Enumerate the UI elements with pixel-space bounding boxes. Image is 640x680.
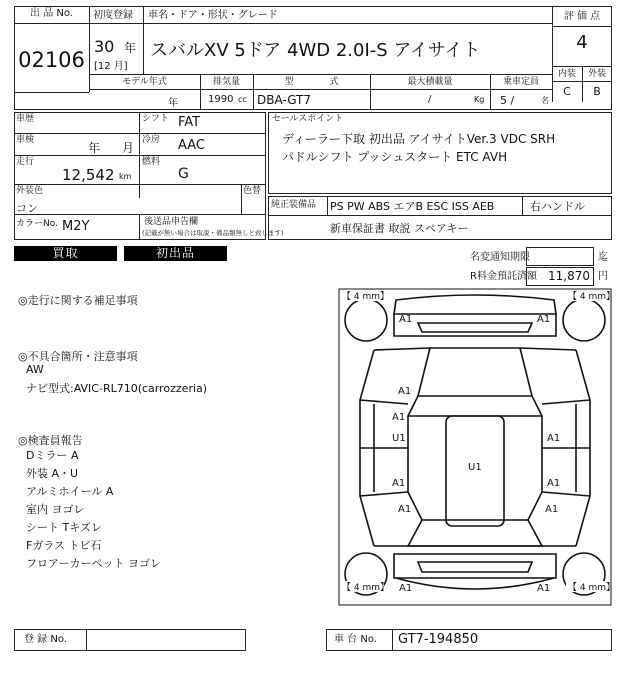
mark-rear-right: A1 <box>537 583 551 594</box>
color-no-label: カラーNo. <box>16 219 58 229</box>
chassis-label: 車 台 No. <box>334 634 377 645</box>
mark-left-fender: A1 <box>398 386 412 397</box>
inspection-year: 年 <box>88 141 101 155</box>
driving-notes-title: ◎走行に関する補足事項 <box>18 294 138 307</box>
equipment-label: 純正装備品 <box>271 200 317 210</box>
inspection-month: 月 <box>122 141 135 155</box>
history-label: 車歴 <box>16 114 35 124</box>
displacement-value: 1990 <box>208 94 234 105</box>
chassis-number: GT7-194850 <box>398 632 479 647</box>
steering-side: 右ハンドル <box>530 200 585 213</box>
aftermarket-note: (記載が無い場合は取説・備品類無しと致します) <box>142 229 284 237</box>
inspector-item: フロアーカーペット ヨゴレ <box>26 557 161 570</box>
sales-point-line-2: パドルシフト プッシュスタート ETC AVH <box>282 150 508 164</box>
mark-left-front-door-u: U1 <box>392 433 406 444</box>
reg-no-label: 登 録 No. <box>24 634 67 645</box>
capacity-unit: 名 <box>541 96 549 105</box>
first-reg-label: 初度登録 <box>93 10 133 21</box>
car-name: スバルXV 5ドア 4WD 2.0I-S アイサイト <box>150 40 481 61</box>
tire-depth-rear-right: 【 4 mm】 <box>568 583 612 593</box>
mark-left-quarter: A1 <box>398 504 412 515</box>
lot-number: 02106 <box>18 48 85 72</box>
lot-label: 出 品 No. <box>30 8 73 19</box>
fuel-label: 燃料 <box>142 157 161 167</box>
reg-year-unit: 年 <box>124 41 137 55</box>
mileage-label: 走行 <box>16 157 35 167</box>
ext-color-value: コン <box>16 202 38 215</box>
color-no-value: M2Y <box>62 219 90 234</box>
name-change-label: 名変通知期限 <box>470 252 530 263</box>
mileage-unit: km <box>119 172 132 181</box>
sales-points-label: セールスポイント <box>272 114 344 124</box>
inspector-title: ◎検査員報告 <box>18 434 83 447</box>
first-listing-tag: 初出品 <box>124 246 227 261</box>
overall-grade: 4 <box>576 32 588 53</box>
fuel-value: G <box>178 166 189 182</box>
max-load-sep: / <box>428 94 432 105</box>
mark-roof: U1 <box>468 462 482 473</box>
recycle-label: R料金預託済額 <box>470 271 537 282</box>
defect-item: AW <box>26 363 44 376</box>
mark-front-left-bumper: A1 <box>399 314 413 325</box>
interior-grade: C <box>563 85 571 98</box>
ac-label: 冷房 <box>142 135 161 145</box>
capacity-value: 5 / <box>500 94 515 107</box>
car-desc-label: 車名・ドア・形状・グレード <box>148 10 278 21</box>
car-outline <box>338 288 612 606</box>
recycle-unit: 円 <box>598 271 608 282</box>
exterior-label: 外装 <box>587 69 606 79</box>
equipment-items: PS PW ABS エアB ESC ISS AEB <box>330 200 495 213</box>
warranty-items: 新車保証書 取説 スペアキー <box>330 222 469 235</box>
inspector-item: シート Tキズレ <box>26 521 102 534</box>
ac-value: AAC <box>178 138 205 153</box>
reg-year: 30 <box>94 37 115 56</box>
buy-tag: 買取 <box>14 246 117 261</box>
color-change-label: 色替 <box>243 186 262 196</box>
sales-point-line-1: ディーラー下取 初出品 アイサイトVer.3 VDC SRH <box>282 132 556 146</box>
displacement-label: 排気量 <box>212 77 240 87</box>
mark-right-rear-door: A1 <box>547 478 561 489</box>
shift-value: FAT <box>178 115 201 130</box>
inspector-item: Dミラー A <box>26 449 79 462</box>
max-load-unit: Kg <box>474 95 485 104</box>
model-year-unit: 年 <box>168 98 178 109</box>
inspector-item: 室内 ヨゴレ <box>26 503 85 516</box>
grade-label: 評 価 点 <box>563 11 601 22</box>
capacity-label: 乗車定員 <box>502 77 539 87</box>
mark-front-right-bumper: A1 <box>537 314 551 325</box>
tire-depth-front-left: 【 4 mm】 <box>342 292 389 302</box>
mark-right-quarter: A1 <box>545 504 559 515</box>
type-label: 型 式 <box>284 77 339 87</box>
max-load-label: 最大積載量 <box>407 77 453 87</box>
recycle-value: 11,870 <box>548 269 590 283</box>
mileage-value: 12,542 <box>62 166 115 184</box>
reg-month: [12 月] <box>94 61 128 72</box>
tire-depth-front-right: 【 4 mm】 <box>568 292 612 302</box>
inspection-label: 車検 <box>16 135 35 145</box>
car-damage-diagram <box>338 288 612 606</box>
inspector-item: Fガラス トビ石 <box>26 539 102 552</box>
ext-color-label: 外装色 <box>16 186 44 196</box>
interior-label: 内装 <box>557 69 576 79</box>
mark-right-front-door: A1 <box>547 433 561 444</box>
defect-item: ナビ型式:AVIC-RL710(carrozzeria) <box>26 382 208 395</box>
exterior-grade: B <box>593 85 601 98</box>
mark-left-front-door-a: A1 <box>392 412 406 423</box>
tire-depth-rear-left: 【 4 mm】 <box>342 583 389 593</box>
aftermarket-label: 後送品申告欄 <box>144 217 199 227</box>
name-change-box <box>526 247 594 266</box>
mark-rear-left: A1 <box>399 583 413 594</box>
shift-label: シフト <box>142 114 170 124</box>
model-year-label: モデル年式 <box>122 77 167 87</box>
inspector-item: 外装 A・U <box>26 467 79 480</box>
defects-title: ◎不具合箇所・注意事項 <box>18 350 138 363</box>
mark-left-rear-door: A1 <box>392 478 406 489</box>
type-value: DBA-GT7 <box>257 93 312 107</box>
displacement-unit: cc <box>238 95 247 104</box>
name-change-unit: 迄 <box>598 252 608 263</box>
inspector-item: アルミホイール A <box>26 485 114 498</box>
